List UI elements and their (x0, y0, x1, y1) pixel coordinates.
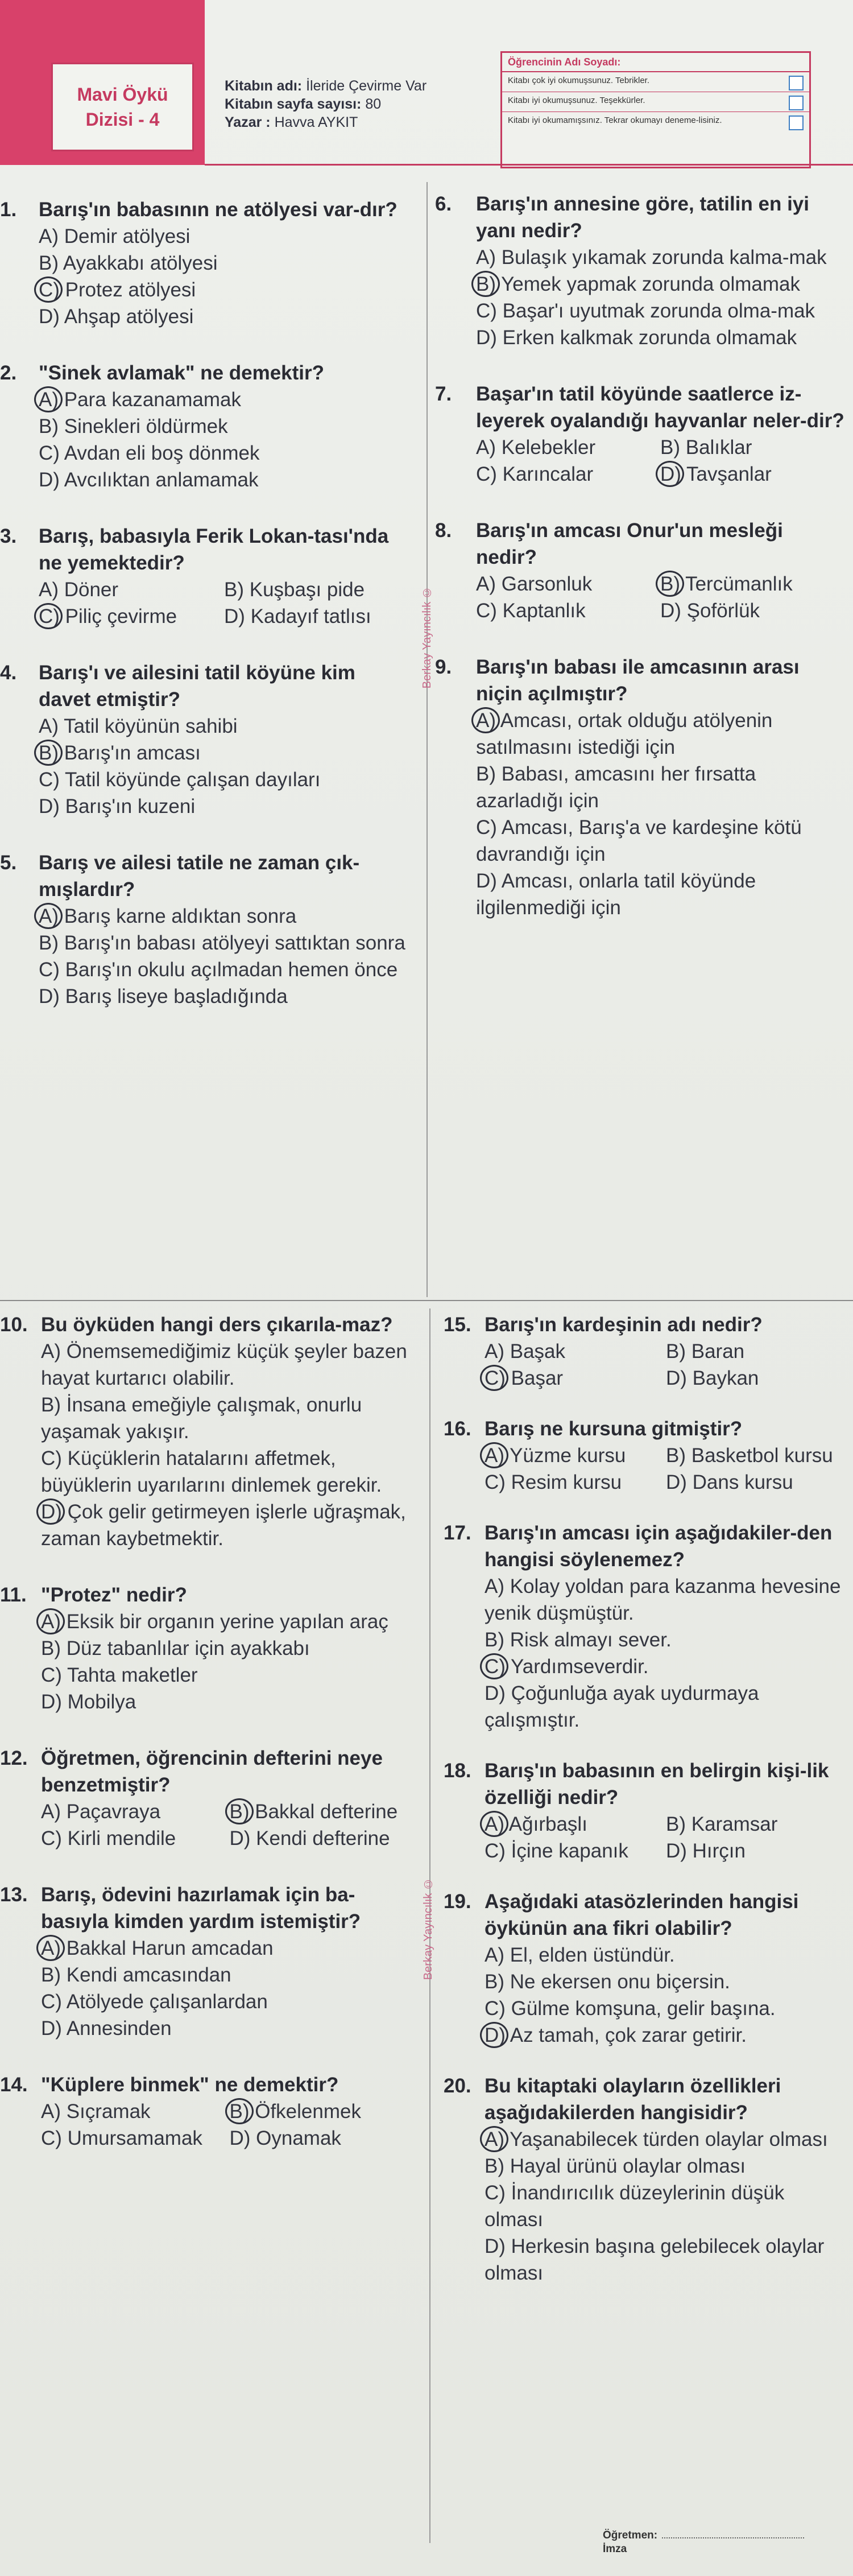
question-text: Başar'ın tatil köyünde saatlerce iz-leyerek oyalandığı hayvanlar neler-dir? (476, 383, 844, 432)
option-a-selected[interactable]: A) Para kazanamamak (39, 386, 409, 413)
author-value: Havva AYKIT (274, 114, 358, 130)
question-number: 6. (435, 193, 452, 215)
option-c-selected[interactable]: C) Başar (485, 1365, 666, 1392)
option-d[interactable]: D) Baykan (666, 1367, 759, 1389)
option-d[interactable]: D) Amcası, onlarla tatil köyünde ilgilenmediği için (476, 870, 756, 919)
option-c[interactable]: C) Tatil köyünde çalışan dayıları (39, 769, 321, 791)
option-b[interactable]: B) Basketbol kursu (666, 1444, 833, 1467)
evaluation-checkbox[interactable] (789, 115, 804, 130)
option-a[interactable]: A) Sıçramak (41, 2100, 151, 2123)
series-number: Dizisi - 4 (85, 109, 160, 130)
option-a[interactable]: A) Kolay yoldan para kazanma hevesine yenik düşmüştür. (485, 1575, 841, 1624)
option-b-selected[interactable]: B) Yemek yapmak zorunda olmamak (476, 271, 844, 298)
option-a-selected[interactable]: A) Yaşanabilecek türden olaylar olması (485, 2126, 847, 2153)
question-text: "Protez" nedir? (41, 1584, 187, 1606)
option-a[interactable]: A) Paçavraya (41, 1801, 161, 1823)
evaluation-text: Kitabı iyi okumuşsunuz. Teşekkürler. (508, 96, 645, 105)
option-b[interactable]: B) Ne ekersen onu biçersin. (485, 1971, 730, 1993)
option-c[interactable]: C) Avdan eli boş dönmek (39, 442, 260, 464)
option-a[interactable]: A) Kelebekler (476, 436, 596, 459)
option-c[interactable]: C) Gülme komşuna, gelir başına. (485, 1997, 776, 2020)
question-number: 7. (435, 383, 452, 405)
question-number: 14. (0, 2074, 28, 2096)
option-b[interactable]: B) Barış'ın babası atölyeyi sattıktan sonra (39, 932, 405, 954)
option-d[interactable]: D) Dans kursu (666, 1471, 793, 1493)
option-c[interactable]: C) Karıncalar (476, 463, 594, 485)
column-bottom-right (444, 1311, 847, 2286)
option-b-selected[interactable]: B) Barış'ın amcası (39, 740, 409, 766)
publisher-mark-bottom: Berkay Yayıncılık © (422, 1877, 434, 1980)
question-4 (0, 659, 409, 820)
option-d[interactable]: D) Mobilya (41, 1691, 136, 1713)
question-text: Barış'ın amcası Onur'un mesleği nedir? (476, 519, 783, 568)
answer-circle (36, 1608, 65, 1634)
answer-circle (471, 707, 500, 733)
option-a[interactable]: A) Garsonluk (476, 573, 593, 595)
answer-circle (225, 1798, 254, 1824)
question-number: 12. (0, 1747, 28, 1769)
option-d[interactable]: D) Avcılıktan anlamamak (39, 469, 259, 491)
option-c[interactable]: C) Küçüklerin hatalarını affetmek, büyüklerin uyarılarını dinlemek gerekir. (41, 1447, 382, 1496)
evaluation-row (502, 92, 809, 112)
option-d[interactable]: D) Ahşap atölyesi (39, 306, 194, 328)
option-a[interactable]: A) Başak (485, 1340, 565, 1363)
option-b[interactable]: B) Babası, amcasını her fırsatta azarladığı için (476, 763, 756, 812)
question-text: Barış ve ailesi tatile ne zaman çık-mışlardır? (39, 852, 360, 901)
question-number: 5. (0, 852, 17, 874)
teacher-signature (603, 2529, 804, 2556)
answer-circle (34, 386, 63, 412)
option-d[interactable]: D) Hırçın (666, 1840, 746, 1862)
option-c[interactable]: C) Amcası, Barış'a ve kardeşine kötü davrandığı için (476, 816, 802, 865)
option-c[interactable]: C) Resim kursu (485, 1471, 622, 1493)
column-top-left (0, 196, 409, 1039)
question-text: Barış'ın babası ile amcasının arası niçin açılmıştır? (476, 656, 800, 705)
book-name-label: Kitabın adı: (225, 78, 303, 94)
option-b[interactable]: B) Kendi amcasından (41, 1964, 231, 1986)
question-number: 18. (444, 1760, 471, 1782)
evaluation-row (502, 72, 809, 92)
evaluation-checkbox[interactable] (789, 76, 804, 90)
question-9 (435, 654, 844, 921)
evaluation-text: Kitabı çok iyi okumuşsunuz. Tebrikler. (508, 76, 650, 85)
question-number: 15. (444, 1314, 471, 1336)
option-c-selected[interactable]: C) Protez atölyesi (39, 276, 409, 303)
option-a[interactable]: A) Demir atölyesi (39, 225, 191, 247)
answer-circle (480, 1442, 508, 1468)
answer-circle (480, 1653, 508, 1679)
option-c-selected[interactable]: C) Yardımseverdir. (485, 1653, 847, 1680)
question-text: "Küplere binmek" ne demektir? (41, 2074, 339, 2096)
question-number: 10. (0, 1314, 28, 1336)
option-c[interactable]: C) Tahta maketler (41, 1664, 198, 1686)
question-18 (444, 1757, 847, 1864)
author-row (225, 113, 498, 131)
question-number: 4. (0, 662, 17, 684)
option-d[interactable]: D) Barış'ın kuzeni (39, 795, 196, 818)
answer-circle (225, 2098, 254, 2124)
option-b[interactable]: B) Karamsar (666, 1813, 778, 1835)
option-c[interactable]: C) İçine kapanık (485, 1840, 628, 1862)
option-b[interactable]: B) Kuşbaşı pide (224, 579, 365, 601)
option-d[interactable]: D) Kendi defterine (229, 1827, 390, 1850)
question-number: 1. (0, 199, 17, 221)
question-number: 11. (0, 1584, 27, 1606)
option-b[interactable]: B) Düz tabanlılar için ayakkabı (41, 1637, 310, 1659)
question-7 (435, 381, 844, 488)
question-text: Barış'ın babasının en belirgin kişi-lik özelliği nedir? (485, 1760, 829, 1809)
option-a[interactable]: A) Önemsemediğimiz küçük şeyler bazen hayat kurtarıcı olabilir. (41, 1340, 407, 1389)
book-info (225, 77, 498, 131)
question-10 (0, 1311, 418, 1552)
evaluation-text: Kitabı iyi okumamışsınız. Tekrar okumayı deneme-lisiniz. (508, 115, 722, 125)
option-b-selected[interactable]: B) Tercümanlık (660, 571, 844, 597)
option-d[interactable]: D) Çoğunluğa ayak uydurmaya çalışmıştır. (485, 1682, 759, 1731)
question-text: "Sinek avlamak" ne demektir? (39, 362, 325, 384)
option-b[interactable]: B) Baran (666, 1340, 745, 1363)
question-text: Bu kitaptaki olayların özellikleri aşağıdakilerden hangisidir? (485, 2075, 781, 2124)
answer-circle (656, 571, 684, 597)
option-c-selected[interactable]: C) Piliç çevirme (39, 603, 224, 630)
question-5 (0, 849, 409, 1010)
question-13 (0, 1881, 418, 2042)
answer-circle (480, 2126, 508, 2152)
question-number: 3. (0, 525, 17, 547)
signature-line[interactable] (662, 2537, 804, 2538)
answer-circle (36, 1935, 65, 1961)
option-a-selected[interactable]: A) Barış karne aldıktan sonra (39, 903, 409, 930)
option-c[interactable]: C) Başar'ı uyutmak zorunda olma-mak (476, 300, 815, 322)
option-d[interactable]: D) Şoförlük (660, 600, 760, 622)
option-a-selected[interactable]: A) Ağırbaşlı (485, 1811, 666, 1838)
option-b[interactable]: B) Risk almayı sever. (485, 1629, 672, 1651)
column-bottom-left (0, 1311, 418, 2181)
option-a-selected[interactable]: A) Eksik bir organın yerine yapılan araç (41, 1608, 418, 1635)
answer-circle (34, 276, 63, 303)
evaluation-checkbox[interactable] (789, 96, 804, 110)
section-divider (0, 1300, 853, 1301)
page-count-label: Kitabın sayfa sayısı: (225, 96, 362, 112)
question-3 (0, 523, 409, 630)
answer-circle (480, 1811, 508, 1837)
student-name-label: Öğrencinin Adı Soyadı: (502, 53, 809, 72)
page-count-row (225, 95, 498, 113)
question-number: 17. (444, 1522, 471, 1544)
page-count-value: 80 (365, 96, 382, 112)
option-d[interactable]: D) Erken kalkmak zorunda olmamak (476, 327, 797, 349)
option-b-selected[interactable]: B) Bakkal defterine (230, 1798, 419, 1825)
question-text: Barış'ın amcası için aşağıdakiler-den hangisi söylenemez? (485, 1522, 833, 1571)
answer-circle (34, 740, 63, 766)
option-a[interactable]: A) Tatil köyünün sahibi (39, 715, 238, 737)
student-evaluation-box (500, 51, 811, 168)
question-text: Barış'ın annesine göre, tatilin en iyi yanı nedir? (476, 193, 809, 242)
option-a-selected[interactable]: A) Yüzme kursu (485, 1442, 666, 1469)
question-6 (435, 191, 844, 351)
option-b[interactable]: B) Balıklar (660, 436, 752, 459)
column-top-right (435, 191, 844, 951)
answer-circle (34, 903, 63, 929)
question-11 (0, 1582, 418, 1715)
option-a[interactable]: A) Döner (39, 579, 119, 601)
author-label: Yazar : (225, 114, 271, 130)
question-number: 20. (444, 2075, 471, 2097)
option-c[interactable]: C) Umursamamak (41, 2127, 202, 2149)
series-name: Mavi Öykü (77, 84, 168, 105)
signature-label: İmza (603, 2543, 627, 2555)
teacher-label: Öğretmen: (603, 2529, 658, 2541)
question-20 (444, 2073, 847, 2286)
question-17 (444, 1520, 847, 1733)
option-c[interactable]: C) Kirli mendile (41, 1827, 176, 1850)
question-number: 13. (0, 1884, 28, 1906)
question-text: Barış, babasıyla Ferik Lokan-tası'nda ne yemektedir? (39, 525, 389, 574)
question-15 (444, 1311, 847, 1392)
question-2 (0, 360, 409, 493)
question-8 (435, 517, 844, 624)
option-d[interactable]: D) Kadayıf tatlısı (224, 605, 371, 628)
question-number: 16. (444, 1418, 471, 1440)
question-text: Bu öyküden hangi ders çıkarıla-maz? (41, 1314, 393, 1336)
option-b[interactable]: B) Ayakkabı atölyesi (39, 252, 218, 274)
option-a-selected[interactable]: A) Bakkal Harun amcadan (41, 1935, 418, 1962)
question-text: Barış, ödevini hazırlamak için ba-basıyla kimden yardım istemiştir? (41, 1884, 361, 1933)
question-text: Barış'ı ve ailesini tatil köyüne kim davet etmiştir? (39, 662, 355, 711)
answer-circle (34, 603, 63, 629)
option-a[interactable]: A) El, elden üstündür. (485, 1944, 675, 1966)
answer-circle (36, 1498, 65, 1525)
option-b[interactable]: B) İnsana emeğiyle çalışmak, onurlu yaşamak yakışır. (41, 1394, 362, 1443)
question-number: 8. (435, 519, 452, 542)
option-d-selected[interactable]: D) Az tamah, çok zarar getirir. (485, 2022, 847, 2049)
option-b[interactable]: B) Hayal ürünü olaylar olması (485, 2155, 746, 2177)
question-16 (444, 1415, 847, 1496)
option-c[interactable]: C) Barış'ın okulu açılmadan hemen önce (39, 959, 398, 981)
option-a-selected[interactable]: A) Amcası, ortak olduğu atölyenin satılmasını istediği için (476, 707, 844, 761)
series-label-box (51, 63, 194, 151)
option-d-selected[interactable]: D) Çok gelir getirmeyen işlerle uğraşmak, zaman kaybetmektir. (41, 1498, 418, 1552)
header-divider (205, 164, 853, 166)
question-text: Öğretmen, öğrencinin defterini neye benzetmiştir? (41, 1747, 383, 1796)
option-b[interactable]: B) Sinekleri öldürmek (39, 415, 228, 437)
evaluation-row (502, 112, 809, 131)
option-d-selected[interactable]: D) Tavşanlar (660, 461, 844, 488)
column-divider-top (426, 182, 428, 1297)
answer-circle (480, 2022, 508, 2048)
question-text: Barış'ın kardeşinin adı nedir? (485, 1314, 763, 1336)
question-text: Aşağıdaki atasözlerinden hangisi öykünün ana fikri olabilir? (485, 1890, 799, 1939)
option-d[interactable]: D) Barış liseye başladığında (39, 985, 288, 1008)
option-d[interactable]: D) Oynamak (229, 2127, 341, 2149)
option-a[interactable]: A) Bulaşık yıkamak zorunda kalma-mak (476, 246, 827, 269)
publisher-mark-top: Berkay Yayıncılık © (421, 586, 433, 689)
question-1 (0, 196, 409, 330)
option-b-selected[interactable]: B) Öfkelenmek (230, 2098, 419, 2125)
answer-circle (471, 271, 500, 297)
question-number: 9. (435, 656, 452, 678)
option-c[interactable]: C) Atölyede çalışanlardan (41, 1991, 268, 2013)
option-c[interactable]: C) İnandırıcılık düzeylerinin düşük olması (485, 2182, 785, 2231)
question-number: 19. (444, 1890, 471, 1913)
question-number: 2. (0, 362, 17, 384)
question-12 (0, 1745, 418, 1852)
question-14 (0, 2071, 418, 2152)
question-text: Barış ne kursuna gitmiştir? (485, 1418, 743, 1440)
option-d[interactable]: D) Herkesin başına gelebilecek olaylar olması (485, 2235, 825, 2284)
option-c[interactable]: C) Kaptanlık (476, 600, 586, 622)
answer-circle (480, 1365, 508, 1391)
question-text: Barış'ın babasının ne atölyesi var-dır? (39, 199, 397, 221)
option-d[interactable]: D) Annesinden (41, 2017, 172, 2040)
answer-circle (656, 461, 684, 487)
question-19 (444, 1888, 847, 2049)
book-name-value: İleride Çevirme Var (306, 78, 427, 94)
book-name-row (225, 77, 498, 95)
